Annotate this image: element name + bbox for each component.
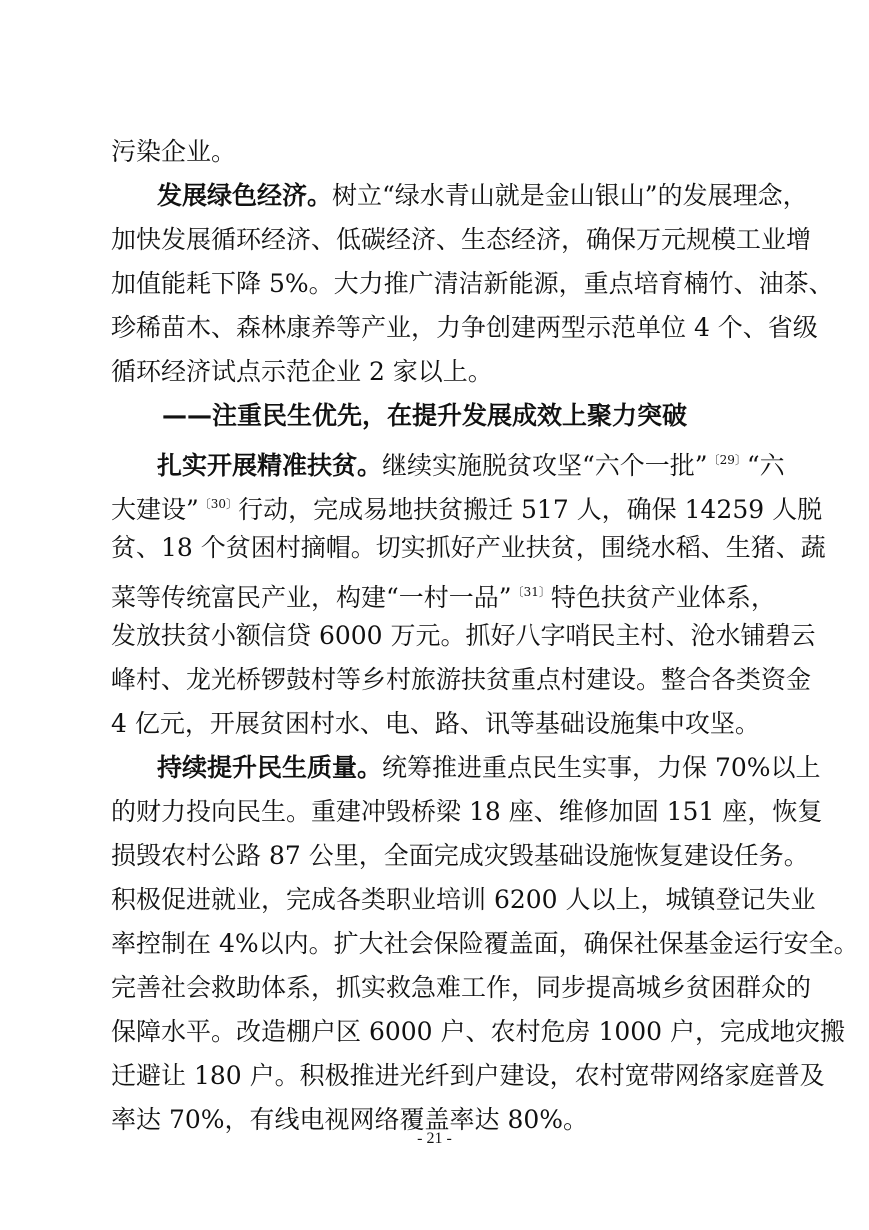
footnote-ref: 〔31〕 (511, 585, 551, 599)
paragraph-heading: 持续提升民生质量。 (157, 753, 383, 782)
section-heading: ——注重民生优先，在提升发展成效上聚力突破 (162, 401, 688, 430)
text-line (111, 577, 776, 612)
text-line (157, 181, 808, 211)
text-line: 迁避让 180 户。积极推进光纤到户建设，农村宽带网络家庭普及 (111, 1061, 825, 1090)
text-run: 树立“绿水青山就是金山银山”的发展理念， (332, 181, 808, 210)
text-line (157, 753, 821, 783)
text-line: 发放扶贫小额信贷 6000 万元。抓好八字哨民主村、沧水铺碧云 (111, 621, 816, 650)
text-run: 菜等传统富民产业，构建“一村一品” (111, 583, 512, 612)
text-line: 积极促进就业，完成各类职业培训 6200 人以上，城镇登记失业 (111, 885, 816, 914)
footnote-ref: 〔29〕 (707, 453, 747, 467)
text-run: 统筹推进重点民生实事，力保 70%以上 (382, 753, 821, 782)
text-line (111, 489, 823, 524)
text-line: 保障水平。改造棚户区 6000 户、农村危房 1000 户，完成地灾搬 (111, 1017, 846, 1046)
text-line: 4 亿元，开展贫困村水、电、路、讯等基础设施集中攻坚。 (111, 709, 760, 738)
text-line: 珍稀苗木、森林康养等产业，力争创建两型示范单位 4 个、省级 (111, 313, 818, 342)
footnote-ref: 〔30〕 (198, 497, 239, 511)
paragraph-heading: 发展绿色经济。 (157, 181, 333, 210)
text-line: 的财力投向民生。重建冲毁桥梁 18 座、维修加固 151 座，恢复 (111, 797, 823, 826)
text-line: 峰村、龙光桥锣鼓村等乡村旅游扶贫重点村建设。整合各类资金 (111, 665, 812, 694)
text-run: 特色扶贫产业体系， (550, 583, 776, 612)
text-line: 率达 70%，有线电视网络覆盖率达 80%。 (111, 1105, 589, 1134)
text-run: 大建设” (111, 495, 199, 524)
text-run: 继续实施脱贫攻坚“六个一批” (382, 451, 708, 480)
text-line: 污染企业。 (111, 137, 237, 166)
text-line: 率控制在 4%以内。扩大社会保险覆盖面，确保社保基金运行安全。 (111, 929, 859, 958)
text-line: 加快发展循环经济、低碳经济、生态经济，确保万元规模工业增 (111, 225, 812, 254)
text-line: 循环经济试点示范企业 2 家以上。 (111, 357, 493, 386)
text-line: 加值能耗下降 5%。大力推广清洁新能源，重点培育楠竹、油茶、 (111, 269, 834, 298)
text-run: “六 (746, 451, 785, 480)
text-line: 贫、18 个贫困村摘帽。切实抓好产业扶贫，围绕水稻、生猪、蔬 (111, 533, 826, 562)
text-line (157, 445, 785, 480)
text-line: 完善社会救助体系，抓实救急难工作，同步提高城乡贫困群众的 (111, 973, 812, 1002)
page-number: - 21 - (417, 1130, 452, 1147)
paragraph-heading: 扎实开展精准扶贫。 (157, 451, 383, 480)
text-line: 损毁农村公路 87 公里，全面完成灾毁基础设施恢复建设任务。 (111, 841, 809, 870)
text-run: 行动，完成易地扶贫搬迁 517 人，确保 14259 人脱 (238, 495, 823, 524)
